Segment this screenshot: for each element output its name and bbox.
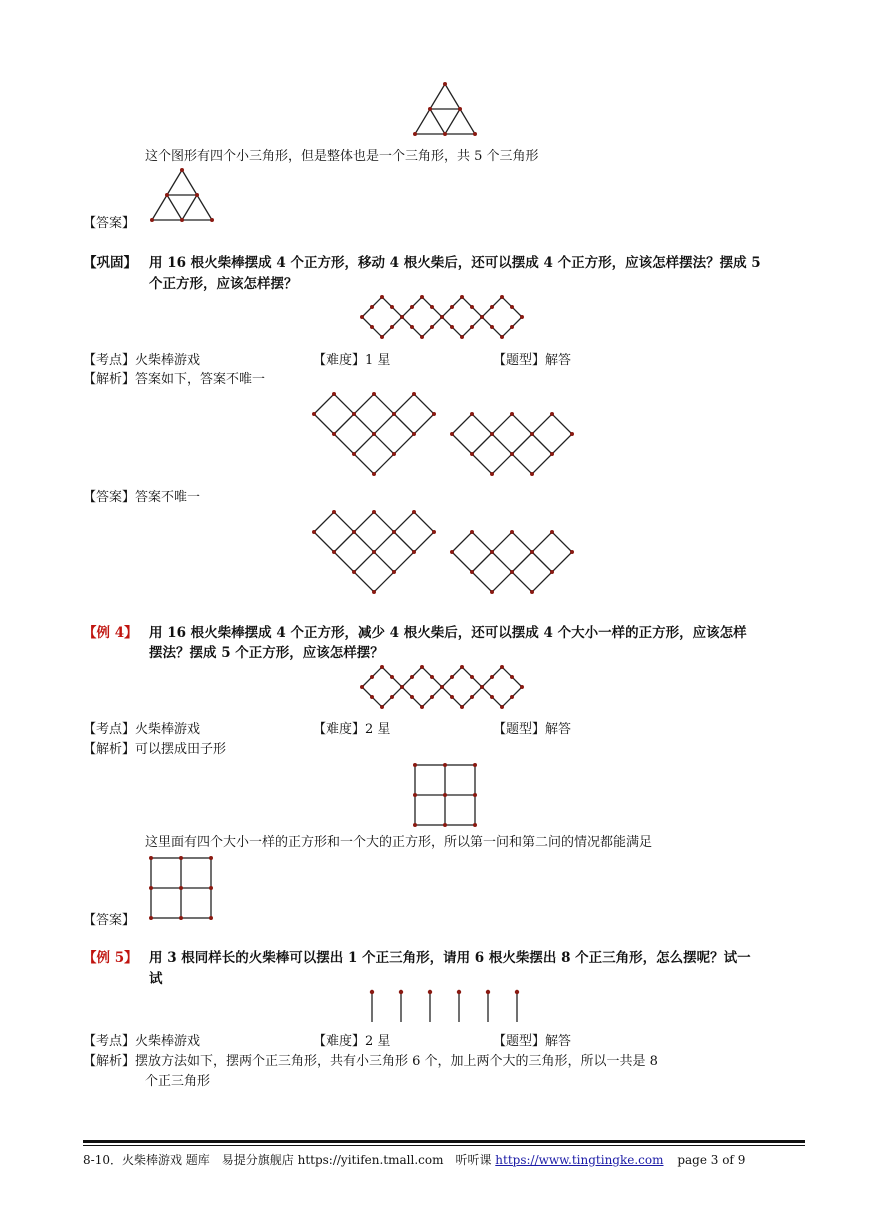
footer-page-number: page 3 of 9 xyxy=(677,1153,746,1167)
example5-jiexi-line1: 【解析】摆放方法如下，摆两个正三角形，共有小三角形 6 个，加上两个大的三角形，所以一共是 8 xyxy=(83,1054,658,1069)
example4-caption: 这里面有四个大小一样的正方形和一个大的正方形，所以第一问和第二问的情况都能满足 xyxy=(145,835,653,850)
example5-label: 【例 5】 xyxy=(83,950,138,966)
example4-kaodian: 【考点】火柴棒游戏 xyxy=(83,722,201,737)
tian-grid-figure-answer xyxy=(148,855,214,921)
practice-question-line2: 个正方形，应该怎样摆？ xyxy=(149,276,298,292)
zigzag-figure-2 xyxy=(450,528,580,598)
example4-nandu: 【难度】2 星 xyxy=(313,722,391,737)
example5-nandu: 【难度】2 星 xyxy=(313,1034,391,1049)
six-matches-figure xyxy=(366,988,522,1024)
zigzag-figure-1 xyxy=(450,410,580,480)
tian-grid-figure xyxy=(412,762,478,828)
intro-answer-label: 【答案】 xyxy=(83,216,136,231)
heart-figure-1 xyxy=(312,392,440,478)
footer-link[interactable]: https://www.tingtingke.com xyxy=(495,1153,664,1167)
practice-nandu: 【难度】1 星 xyxy=(313,353,391,368)
footer-rule xyxy=(83,1140,805,1143)
footer xyxy=(83,1151,745,1168)
example5-question-line1: 用 3 根同样长的火柴棒可以摆出 1 个正三角形，请用 6 根火柴摆出 8 个正三角形，怎么摆呢？试一 xyxy=(149,950,751,966)
example4-tixing: 【题型】解答 xyxy=(493,722,572,737)
practice-answer: 【答案】答案不唯一 xyxy=(83,490,201,505)
example4-answer-label: 【答案】 xyxy=(83,913,136,928)
example4-question-line2: 摆法？摆成 5 个正方形，应该怎样摆？ xyxy=(149,645,384,661)
heart-figure-2 xyxy=(312,510,440,596)
practice-question-line1: 用 16 根火柴棒摆成 4 个正方形，移动 4 根火柴后，还可以摆成 4 个正方形，应该怎样摆法？摆成 5 xyxy=(149,255,761,271)
triangle-figure-answer xyxy=(149,168,215,222)
example5-jiexi-line2: 个正三角形 xyxy=(145,1074,211,1089)
example4-question-line1: 用 16 根火柴棒摆成 4 个正方形，减少 4 根火柴后，还可以摆成 4 个大小一样的正方形，应该怎样 xyxy=(149,625,747,641)
intro-caption: 这个图形有四个小三角形，但是整体也是一个三角形，共 5 个三角形 xyxy=(145,149,539,164)
four-diamonds-figure-ex4 xyxy=(360,666,530,710)
example5-kaodian: 【考点】火柴棒游戏 xyxy=(83,1034,201,1049)
footer-rule-thin xyxy=(83,1145,805,1146)
triangle-figure-top xyxy=(412,82,478,136)
example4-label: 【例 4】 xyxy=(83,625,138,641)
practice-jiexi: 【解析】答案如下，答案不唯一 xyxy=(83,372,266,387)
example4-jiexi: 【解析】可以摆成田子形 xyxy=(83,742,227,757)
example5-question-line2: 试 xyxy=(149,971,163,987)
practice-tixing: 【题型】解答 xyxy=(493,353,572,368)
example5-tixing: 【题型】解答 xyxy=(493,1034,572,1049)
practice-kaodian: 【考点】火柴棒游戏 xyxy=(83,353,201,368)
footer-text: 8-10．火柴棒游戏 题库 易提分旗舰店 https://yitifen.tmall.com 听听课 xyxy=(83,1153,492,1167)
practice-label: 【巩固】 xyxy=(83,255,137,271)
four-diamonds-figure xyxy=(360,296,530,340)
